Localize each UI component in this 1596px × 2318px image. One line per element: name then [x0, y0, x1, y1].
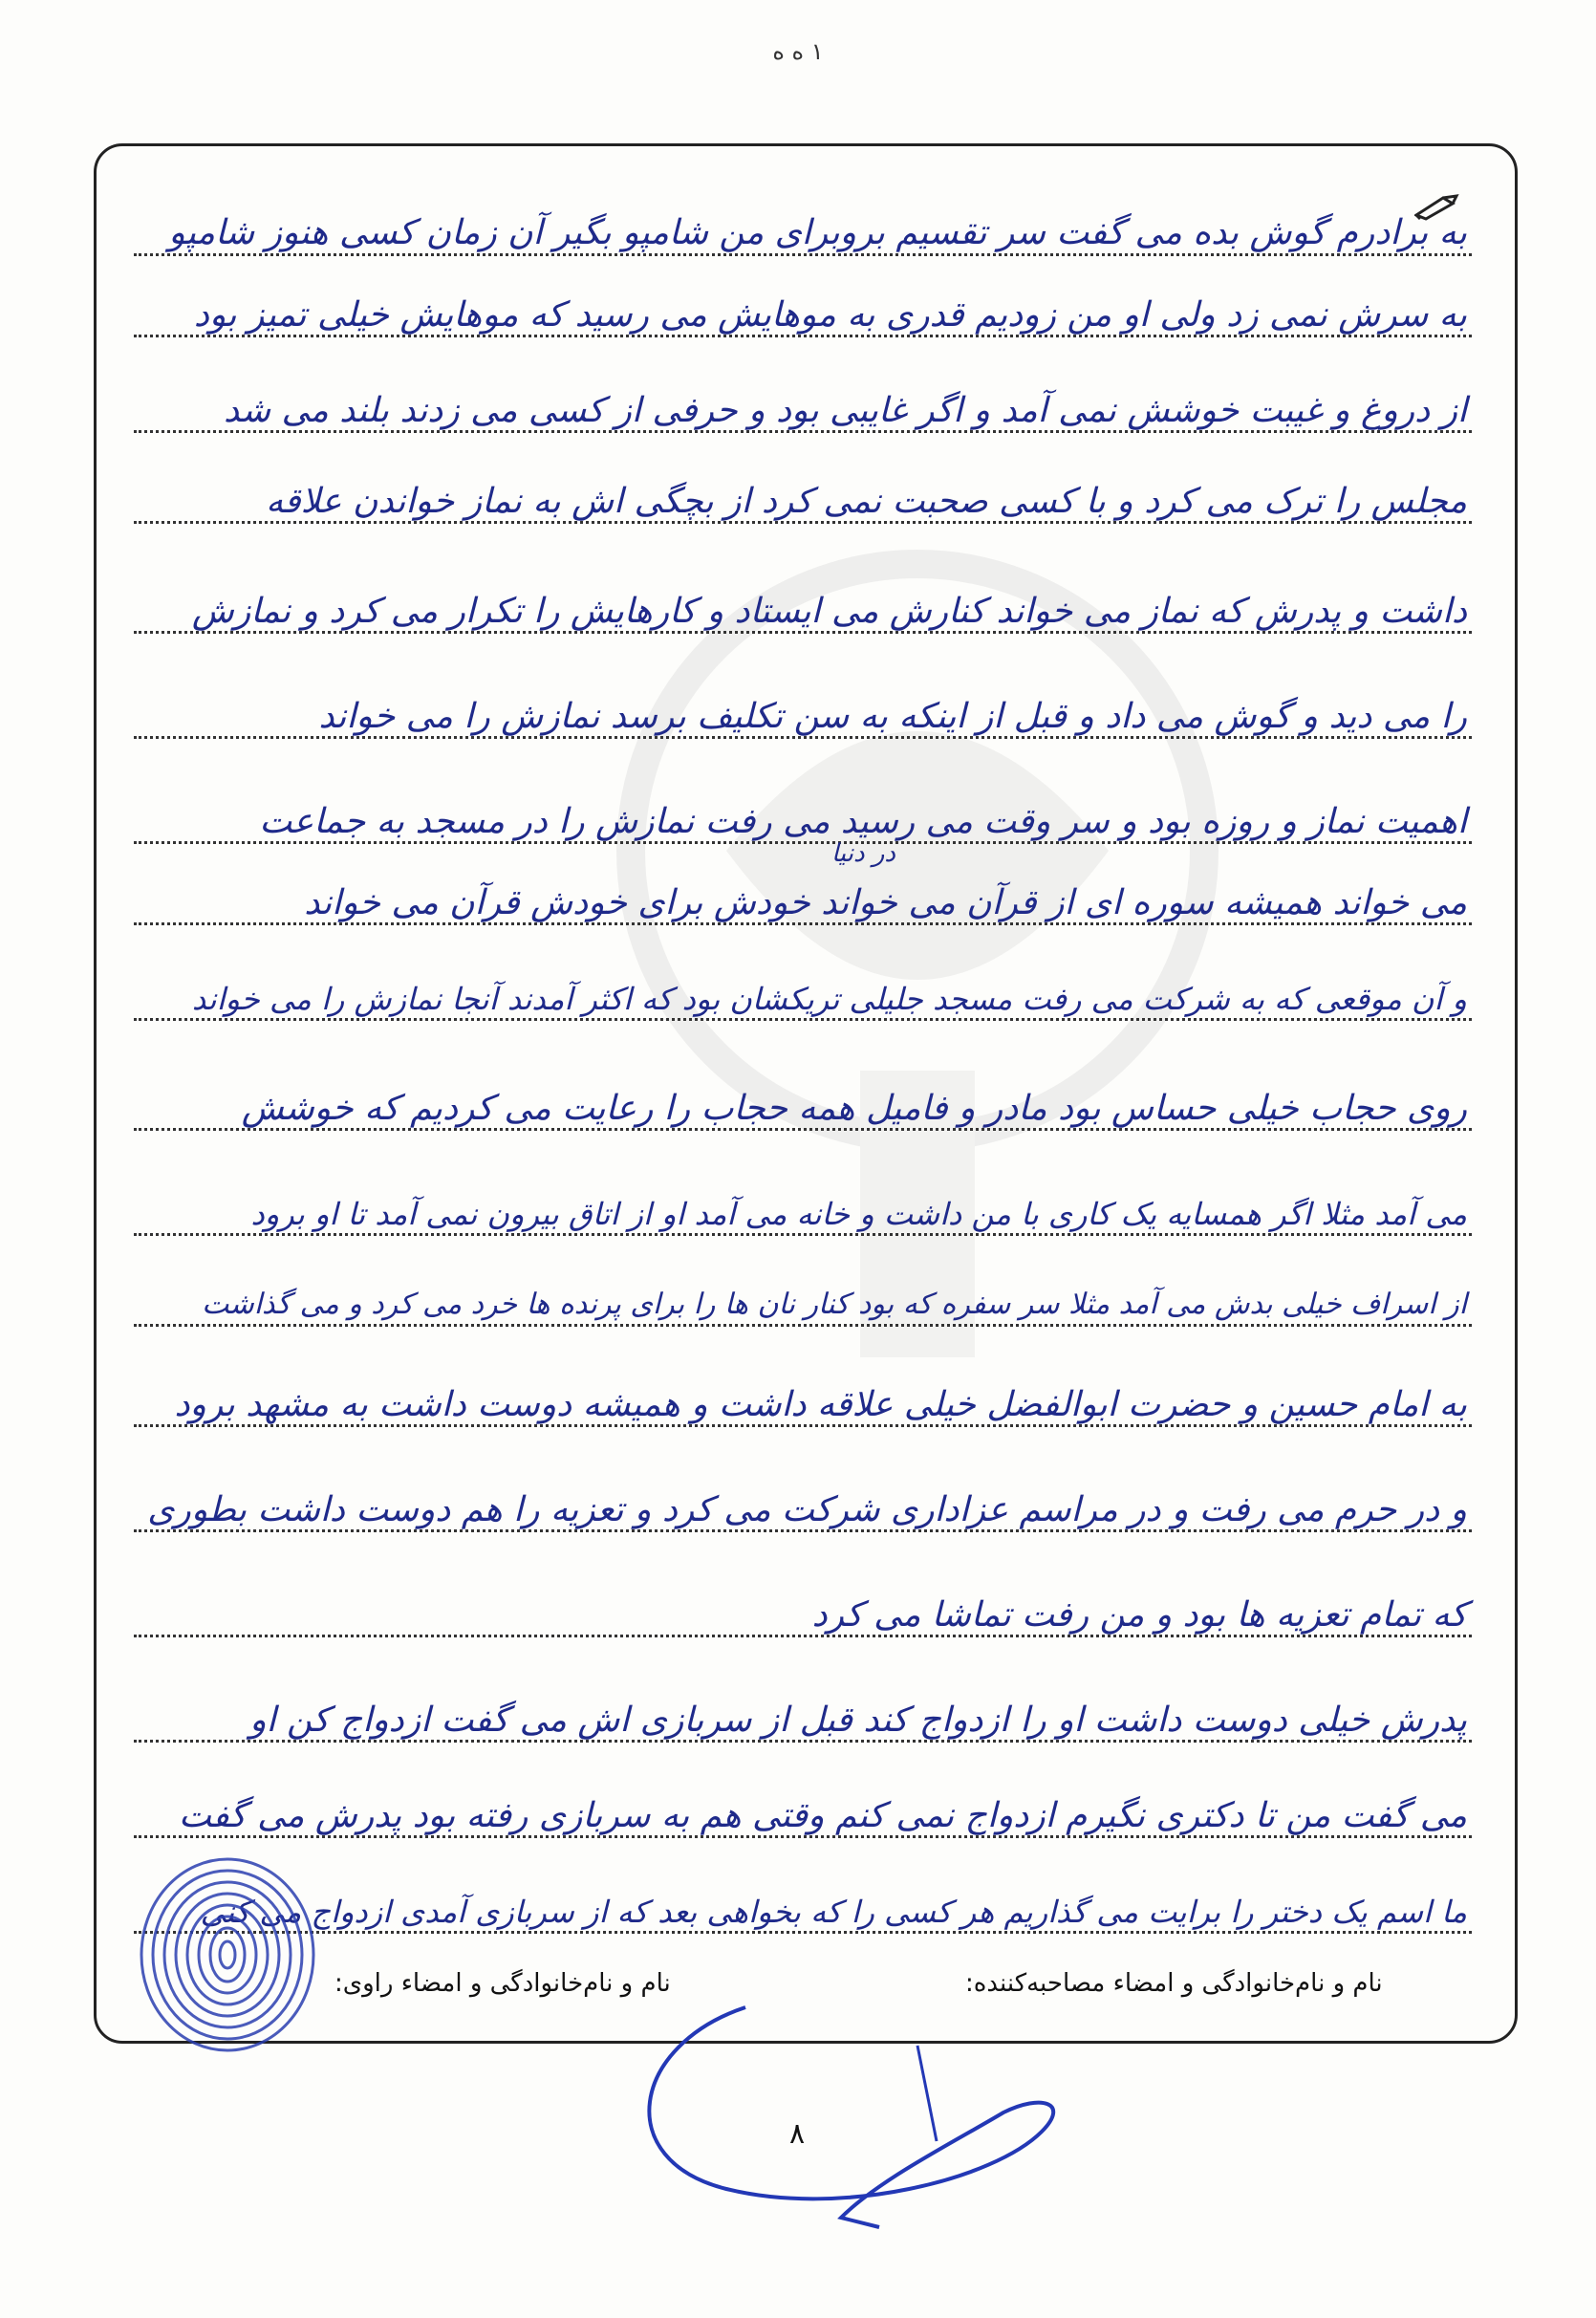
handwritten-line: می خواند همیشه سوره ای از قرآن می خواند خودش برای خودش قرآن می خواند: [304, 883, 1467, 922]
ruled-line: [134, 1835, 1472, 1838]
handwritten-line: می گفت من تا دکتری نگیرم ازدواج نمی کنم وقتی هم به سربازی رفته بود پدرش می گفت: [179, 1796, 1467, 1835]
handwritten-line: را می دید و گوش می داد و قبل از اینکه به سن تکلیف برسد نمازش را می خواند: [318, 697, 1467, 736]
handwritten-line: می آمد مثلا اگر همسایه یک کاری با من داشت و خانه می آمد او از اتاق بیرون نمی آمد تا او برود: [250, 1196, 1467, 1232]
handwritten-line: از اسراف خیلی بدش می آمد مثلا سر سفره که بود کنار نان ها را برای پرنده ها خرد می کرد و می گذاشت: [202, 1288, 1467, 1321]
ruled-line: [134, 736, 1472, 739]
inserted-note: در دنیا: [831, 839, 895, 868]
handwritten-line: و آن موقعی که به شرکت می رفت مسجد جلیلی تریکشان بود که اکثر آمدند آنجا نمازش را می خواند: [191, 981, 1467, 1017]
ruled-line: [134, 1740, 1472, 1743]
handwritten-line: از دروغ و غیبت خوشش نمی آمد و اگر غایبی بود و حرفی از کسی می زدند بلند می شد: [223, 391, 1467, 430]
handwritten-line: به برادرم گوش بده می گفت سر تقسیم بروبرای من شامپو بگیر آن زمان کسی هنوز شامپو: [168, 213, 1467, 252]
ruled-line: [134, 1128, 1472, 1131]
page-top-mark: ۱ ه ه: [772, 38, 824, 65]
handwritten-line: روی حجاب خیلی حساس بود مادر و فامیل همه حجاب را رعایت می کردیم که خوشش: [241, 1089, 1467, 1128]
interviewer-signature-label: نام و نام‌خانوادگی و امضاء مصاحبه‌کننده:: [965, 1969, 1383, 1998]
ruled-line: [134, 430, 1472, 433]
handwritten-line: و در حرم می رفت و در مراسم عزاداری شرکت می کرد و تعزیه را هم دوست داشت بطوری: [147, 1490, 1467, 1529]
handwritten-line: پدرش خیلی دوست داشت او را ازدواج کند قبل از سربازی اش می گفت ازدواج کن او: [249, 1701, 1467, 1740]
watermark-emblem: [573, 535, 1262, 1396]
handwritten-line: داشت و پدرش که نماز می خواند کنارش می ایستاد و کارهایش را تکرار می کرد و نمازش: [191, 592, 1467, 631]
ruled-line: [134, 1233, 1472, 1236]
ruled-line: [134, 335, 1472, 337]
page-number: ۸: [789, 2117, 806, 2151]
ruled-line: [134, 1424, 1472, 1427]
handwritten-line: مجلس را ترک می کرد و با کسی صحبت نمی کرد از بچگی اش به نماز خواندن علاقه: [266, 482, 1467, 521]
ruled-line: [134, 1529, 1472, 1532]
ruled-line: [134, 521, 1472, 524]
handwritten-line: اهمیت نماز و روزه بود و سر وقت می رسید می رفت نمازش را در مسجد به جماعت: [259, 802, 1467, 841]
handwritten-line: به امام حسین و حضرت ابوالفضل خیلی علاقه داشت و همیشه دوست داشت به مشهد برود: [174, 1385, 1467, 1424]
ruled-line: [134, 1018, 1472, 1021]
handwritten-line: که تمام تعزیه ها بود و من رفت تماشا می کرد: [811, 1595, 1467, 1635]
handwritten-line: ما اسم یک دختر را برایت می گذاریم هر کسی را که بخواهی بعد که از سربازی آمدی ازدواج می کنی: [200, 1894, 1467, 1930]
ruled-line: [134, 922, 1472, 925]
handwritten-line: به سرش نمی زد ولی او من زودیم قدری به موهایش می رسید که موهایش خیلی تمیز بود: [193, 295, 1467, 335]
narrator-signature-label: نام و نام‌خانوادگی و امضاء راوی:: [334, 1969, 671, 1998]
ruled-line: [134, 841, 1472, 844]
ruled-line: [134, 631, 1472, 634]
fingerprint: [132, 1850, 323, 2060]
ruled-line: [134, 1635, 1472, 1637]
ruled-line: [134, 1931, 1472, 1934]
signature: [593, 1988, 1089, 2237]
ruled-line: [134, 253, 1472, 256]
ruled-line: [134, 1324, 1472, 1327]
